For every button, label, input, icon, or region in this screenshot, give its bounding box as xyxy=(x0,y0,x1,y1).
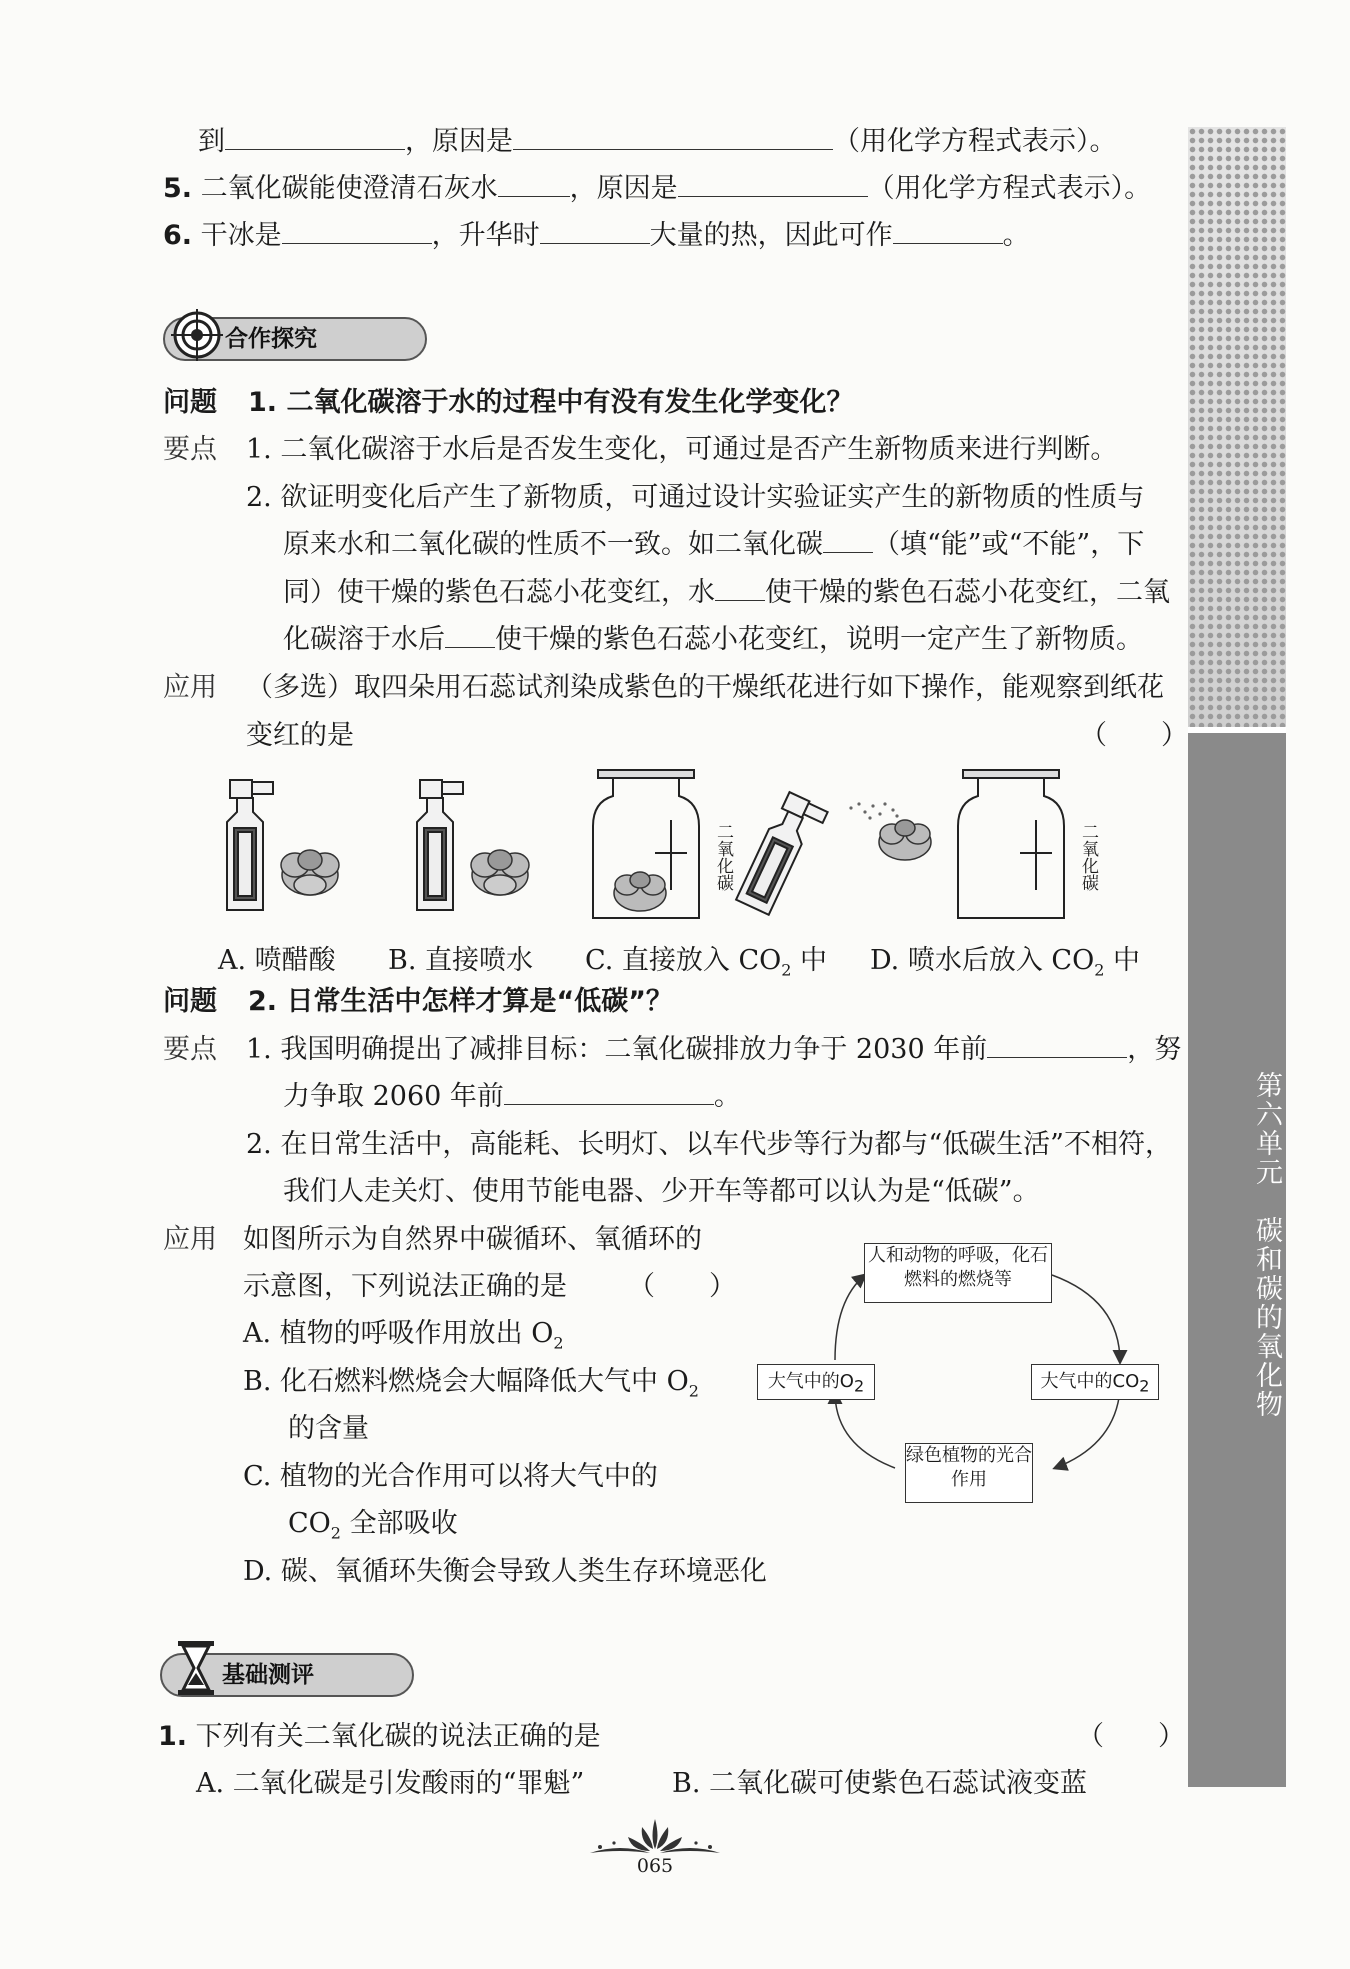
option-text: B. 化石燃料燃烧会大幅降低大气中 O xyxy=(243,1366,689,1397)
side-tab xyxy=(1188,127,1286,1787)
text: 二氧化碳能使澄清石灰水 xyxy=(200,173,498,204)
answer-blank[interactable] xyxy=(445,623,495,648)
answer-blank[interactable] xyxy=(893,219,1003,244)
text: 1. 我国明确提出了减排目标：二氧化碳排放力争于 2030 年前 xyxy=(246,1034,988,1065)
point-2-line-4 xyxy=(283,622,1143,658)
application-tag: 应用 xyxy=(163,672,217,703)
problem-1-title: 1. 二氧化碳溶于水的过程中有没有发生化学变化？ xyxy=(248,387,854,418)
point-2-line-2: 我们人走关灯、使用节能电器、少开车等都可以认为是“低碳”。 xyxy=(283,1176,1040,1207)
answer-blank[interactable] xyxy=(715,576,765,601)
answer-blank[interactable] xyxy=(513,125,833,150)
point-1-line-2 xyxy=(283,1079,741,1115)
application-tag: 应用 xyxy=(163,1224,217,1255)
flower-d-icon xyxy=(879,820,931,860)
answer-parentheses[interactable]: （ ） xyxy=(1080,720,1188,751)
text: （填“能”或“不能”，下 xyxy=(873,529,1145,560)
diagram-box-atmospheric-co2 xyxy=(1031,1364,1159,1400)
application-line-2: 变红的是 xyxy=(246,720,354,751)
points-tag: 要点 xyxy=(163,434,217,465)
text: ，努 xyxy=(1127,1034,1182,1065)
gas-label-d: 二氧化碳 xyxy=(1078,823,1098,891)
text: 同）使干燥的紫色石蕊小花变红，水 xyxy=(283,577,715,608)
text: 。 xyxy=(1002,220,1030,251)
text: 大气中的O xyxy=(767,1371,854,1392)
problem-2-tag: 问题 xyxy=(163,986,217,1017)
subscript: 2 xyxy=(688,1381,699,1401)
text: 大气中的CO xyxy=(1040,1371,1140,1392)
gas-jar-c-icon xyxy=(593,770,699,918)
application-line-2: 示意图，下列说法正确的是 xyxy=(243,1271,567,1302)
problem-2-title: 2. 日常生活中怎样才算是“低碳”？ xyxy=(248,986,673,1017)
hourglass-icon xyxy=(176,1639,216,1697)
option-c[interactable]: C. 植物的光合作用可以将大气中的 xyxy=(243,1461,658,1492)
question-6 xyxy=(163,218,1030,254)
arrow-top-to-right xyxy=(1052,1275,1120,1362)
subscript: 2 xyxy=(853,1376,865,1396)
point-2-line-3 xyxy=(283,575,1170,611)
subscript: 2 xyxy=(1139,1376,1150,1396)
unit-title: 第六单元 碳和碳的氧化物 xyxy=(1251,1071,1282,1419)
answer-parentheses[interactable]: （ ） xyxy=(1077,1721,1185,1752)
option-text: D. 喷水后放入 CO xyxy=(870,945,1095,976)
option-text: C. 直接放入 CO xyxy=(585,945,782,976)
problem-tag: 问题 xyxy=(163,387,217,418)
option-b[interactable] xyxy=(243,1364,699,1409)
option-c-line-2 xyxy=(288,1506,458,1551)
option-d[interactable] xyxy=(870,938,1140,979)
answer-blank[interactable] xyxy=(282,219,432,244)
option-b-line-2: 的含量 xyxy=(288,1413,369,1444)
question-5 xyxy=(163,171,1151,207)
point-2-line-2 xyxy=(283,527,1144,563)
points-tag: 要点 xyxy=(163,1034,217,1065)
answer-blank[interactable] xyxy=(225,125,405,150)
floral-ornament-icon xyxy=(580,1815,730,1859)
text: ，原因是 xyxy=(405,126,513,157)
section-badge-cooperative-inquiry xyxy=(163,317,427,361)
side-tab-pattern xyxy=(1188,127,1286,727)
text: 原来水和二氧化碳的性质不一致。如二氧化碳 xyxy=(283,529,823,560)
subscript: 2 xyxy=(330,1523,341,1543)
option-text: A. 植物的呼吸作用放出 O xyxy=(243,1318,554,1349)
option-c[interactable] xyxy=(585,938,827,979)
arrow-left-to-top xyxy=(835,1275,865,1360)
answer-parentheses[interactable]: （ ） xyxy=(628,1271,736,1302)
answer-blank[interactable] xyxy=(540,219,650,244)
text: 。 xyxy=(713,1081,741,1112)
text: 中 xyxy=(791,945,828,976)
section-title: 基础测评 xyxy=(222,1662,314,1688)
text: ，原因是 xyxy=(569,173,678,204)
text: 全部吸收 xyxy=(340,1508,458,1539)
subscript: 2 xyxy=(553,1333,564,1353)
fill-line-1 xyxy=(198,124,1117,160)
page-number: 065 xyxy=(636,1855,674,1877)
option-d[interactable]: D. 碳、氧循环失衡会导致人类生存环境恶化 xyxy=(243,1556,767,1587)
answer-blank[interactable] xyxy=(504,1080,714,1105)
gas-jar-d-icon xyxy=(958,770,1064,918)
spray-bottle-a-icon xyxy=(227,780,273,910)
text: ，升华时 xyxy=(431,220,540,251)
text: 中 xyxy=(1104,945,1141,976)
answer-blank[interactable] xyxy=(987,1033,1127,1058)
diagram-box-photosynthesis: 绿色植物的光合作用 xyxy=(905,1443,1033,1503)
spray-mist-icon xyxy=(849,802,898,819)
option-a[interactable]: A. 二氧化碳是引发酸雨的“罪魁” xyxy=(196,1768,585,1799)
spray-bottle-d-icon xyxy=(736,791,828,919)
point-1 xyxy=(246,1032,1181,1068)
text: （用化学方程式表示）。 xyxy=(867,173,1152,204)
text: 使干燥的紫色石蕊小花变红，说明一定产生了新物质。 xyxy=(495,624,1143,655)
subscript: 2 xyxy=(781,960,792,980)
flower-b-icon xyxy=(471,850,529,895)
option-a[interactable] xyxy=(243,1316,564,1361)
quiz-question-1 xyxy=(158,1719,601,1755)
text: 使干燥的紫色石蕊小花变红，二氧 xyxy=(765,577,1170,608)
experiment-figure xyxy=(225,760,1175,930)
section-title: 合作探究 xyxy=(225,326,317,352)
target-icon xyxy=(171,307,223,363)
question-number: 6. xyxy=(163,220,193,251)
answer-blank[interactable] xyxy=(823,528,873,553)
text: 大量的热，因此可作 xyxy=(649,220,893,251)
arrow-bottom-to-left xyxy=(835,1392,895,1468)
question-text: 下列有关二氧化碳的说法正确的是 xyxy=(195,1721,601,1752)
option-a[interactable]: A. 喷醋酸 xyxy=(218,945,336,976)
text: 化碳溶于水后 xyxy=(283,624,445,655)
flower-a-icon xyxy=(281,850,339,895)
application-line-1: （多选）取四朵用石蕊试剂染成紫色的干燥纸花进行如下操作，能观察到纸花 xyxy=(246,672,1164,703)
option-b[interactable]: B. 直接喷水 xyxy=(388,945,534,976)
text: 干冰是 xyxy=(200,220,282,251)
answer-blank[interactable] xyxy=(498,172,570,197)
text: （用化学方程式表示）。 xyxy=(833,126,1117,157)
question-number: 1. xyxy=(158,1721,188,1752)
subscript: 2 xyxy=(1094,960,1105,980)
application-line-1: 如图所示为自然界中碳循环、氧循环的 xyxy=(243,1224,702,1255)
option-b[interactable]: B. 二氧化碳可使紫色石蕊试液变蓝 xyxy=(672,1768,1088,1799)
diagram-box-atmospheric-o2 xyxy=(757,1364,875,1400)
side-tab-dark-panel xyxy=(1188,733,1286,1787)
spray-bottle-b-icon xyxy=(417,780,463,910)
question-number: 5. xyxy=(163,173,193,204)
section-badge-basic-test xyxy=(160,1653,414,1697)
answer-blank[interactable] xyxy=(678,172,868,197)
text: 到 xyxy=(198,126,225,157)
diagram-box-respiration: 人和动物的呼吸，化石燃料的燃烧等 xyxy=(864,1243,1052,1303)
problem-1-heading xyxy=(163,385,217,421)
text: 力争取 2060 年前 xyxy=(283,1081,504,1112)
text: CO xyxy=(288,1508,331,1539)
point-2-line-1: 2. 欲证明变化后产生了新物质，可通过设计实验证实产生的新物质的性质与 xyxy=(246,482,1145,513)
point-1: 1. 二氧化碳溶于水后是否发生变化，可通过是否产生新物质来进行判断。 xyxy=(246,434,1118,465)
point-2-line-1: 2. 在日常生活中，高能耗、长明灯、以车代步等行为都与“低碳生活”不相符， xyxy=(246,1129,1172,1160)
arrow-right-to-bottom xyxy=(1055,1390,1120,1468)
gas-label-c: 二氧化碳 xyxy=(713,823,733,891)
